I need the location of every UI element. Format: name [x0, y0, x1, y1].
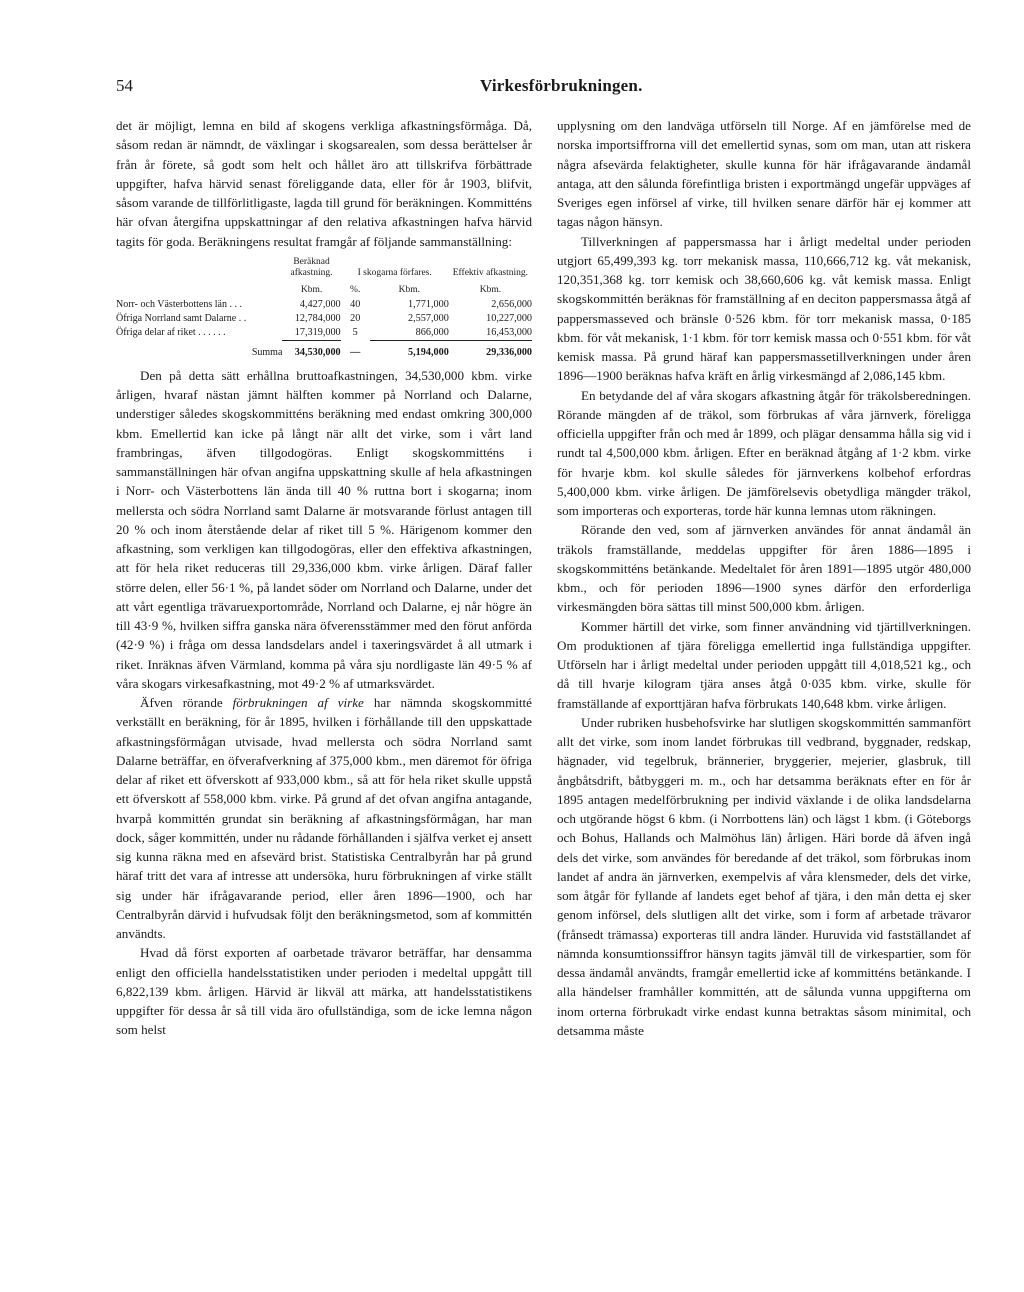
row-label: Öfriga delar af riket . . . . . . [116, 327, 226, 339]
table-units-row [116, 283, 532, 298]
table-header-row [116, 257, 532, 283]
running-title: Virkesförbrukningen. [480, 76, 643, 95]
right-paragraph-6: Under rubriken husbehofsvirke har slutligen skogskommittén sammanfört allt det virke, som inom landet förbrukas till vedbrand, byggnader, redskap, hägnader, vid tegelbruk, brännerier, bryggerier, mejerier, glasbruk, till ångbåtsdrift, båtbyggeri m. m., och har detsamma beräknats efter en för år 1895 antagen medelförbrukning per individ växlande i de olika landsdelarna och utgörande högst 6 kbm. (i Norrbottens län) och lägst 1 kbm. (i Göteborgs och Bohus, Hallands och Malmöhus län) årligen. Häri borde då äfven ingå dels det virke, som användes för beredande af det träkol, som förbrukas inom landet af andra än järnverken, exempelvis af våra klensmeder, dels det virke, som åtgår för fyllande af landets eget behof af tjära, i den mån detta ej sker genom införsel, dels slutligen allt det virke, som i form af arbetade trävaror (frånsedt trämassa) exporteras till andra länder. Huruvida vid fastställandet af nämnda konsumtionssiffror hänsyn tagits jämväl till de virkespartier, som för dessa ändamål användts, framgår emellertid icke af kommitténs betänkande. I alla händelser framhåller kommittén, att de sålunda vunna uppgifterna om inom orterna förbrukadt virke endast kunna betraktas såsom minimital, och detsamma måste [557, 714, 971, 1038]
right-paragraph-4: Rörande den ved, som af järnverken användes för annat ändamål än träkols framställande, meddelas uppgifter för åren 1886—1895 i skogskommitténs betänkande. Medeltalet för åren 1891—1895 utgör 480,000 kbm., och för perioden 1896—1900 synes därför den erforderliga virkesmängden böra sättas till minst 500,000 kbm. årligen. [557, 522, 971, 615]
right-paragraph-2: Tillverkningen af pappersmassa har i årligt medeltal under perioden utgjort 65,499,393 kg. torr mekanisk massa, 110,666,712 kg. våt mekanisk, 120,351,368 kg. torr kemisk och 38,660,606 kg. våt kemisk massa. Enligt skogskommittén beräknas för framställning af en deciton pappersmassa åtgå af pappersmasseved och bränsle 0·526 kbm. för torr mekanisk massa, 0·185 kbm. för våt mekanisk, 1·1 kbm. för torr kemisk massa och 0·551 kbm. för våt kemisk massa. På grund häraf kan pappersmassetillverkningen under åren 1896—1900 beräknas hafva kräft en årlig virkesmängd af 2,086,145 kbm. [557, 233, 971, 384]
text-span: har nämnda skogskommitté verkställt en beräkning, för år 1895, hvilken i förhållande till den uppskattade afkastningsförmågan utvisade, hvad mellersta och södra Norrland samt Dalarne beträffar, en öfverafverkning af 375,000 kbm., men däremot för öfriga delar af riket ett öfverskott af 933,000 kbm., så att för hela riket skulle uppstå ett öfverskott af 558,000 kbm. virke. På grund af det ofvan angifna antagande, hvarpå kommittén grundat sin beräkning af afkastningsförmågan, har man dock, såger kommittén, under nu rådande förhållanden i själfva verket ej ansett sig kunna räkna med en afsevärd brist. Statistiska Centralbyrån har på grund häraf tritt det vara af intresse att undersöka, huru förbrukningen af virke ställt sig under här ifrågavarande period, eller åren 1896—1900, och har Centralbyrån därvid i hufvudsak följt den beräkningsmetod, som af kommittén användts. [116, 695, 532, 941]
left-paragraph-4: Hvad då först exporten af oarbetade trävaror beträffar, har densamma enligt den officiella handelsstatistiken under perioden i medeltal uppgått till 6,822,139 kbm. årligen. Härvid är likväl att märka, att handelsstatistikens uppgifter för dessa år så till vida äro ofullständiga, som de icke lemna någon som helst [116, 945, 532, 1038]
column-header-effektiv: Effektiv afkastning. [452, 267, 529, 278]
cell-effektiv: 16,453,000 [449, 326, 532, 341]
cell-beraknad: 12,784,000 [294, 312, 341, 324]
unit-label: Kbm. [479, 284, 502, 295]
column-header-forfares: I skogarna förfares. [357, 267, 432, 278]
table-sum-row [116, 340, 532, 360]
left-paragraph-1: det är möjligt, lemna en bild af skogens verkliga afkastningsförmåga. Då, såsom redan är nämndt, de växlingar i skogsarealen, som dessa berättelser år från år förete, så godt som helt och hållet äro att tillskrifva förbättrade uppgifter, hafva härvid senast föreliggande data, eller för år 1903, blifvit, såsom varande de tillförlitligaste, lagda till grund för beräkningen. Kommitténs här ofvan återgifna uppskattningar af den relativa afkastningen hafva härvid tagits för goda. Beräkningens resultat framgår af följande sammanställning: [116, 118, 532, 249]
cell-percent: 20 [350, 312, 361, 324]
unit-label: %. [350, 284, 361, 295]
row-label: Norr- och Västerbottens län . . . [116, 298, 242, 310]
cell-percent: 5 [352, 327, 358, 339]
cell-forfares: 2,557,000 [408, 312, 449, 324]
column-header-beraknad: Beräknad afkastning. [290, 256, 333, 278]
right-column [557, 116, 971, 1040]
left-column [116, 116, 532, 1040]
right-paragraph-1: upplysning om den landväga utförseln till Norge. Af en jämförelse med de norska importsiffrorna vill det emellertid synas, som om man, utan att riskera några afsevärda felaktigheter, skulle kunna för här ifrågavarande ändamål antaga, att den sålunda förefintliga bristen i exportmängd ungefär uppväges af Sveriges egen införsel af virke, till hvilken senare därför här ej kommer att tagas någon hänsyn. [557, 118, 971, 230]
text-span: Äfven rörande [140, 695, 233, 710]
statistics-table [116, 257, 532, 360]
unit-label: Kbm. [398, 284, 420, 295]
emphasis-span: förbrukningen af virke [232, 695, 364, 710]
sum-beraknad: 34,530,000 [294, 346, 341, 358]
cell-percent: 40 [350, 298, 361, 310]
left-paragraph-3 [116, 693, 532, 943]
sum-effektiv: 29,336,000 [486, 346, 532, 358]
page-number: 54 [116, 76, 133, 95]
sum-forfares: 5,194,000 [408, 346, 449, 358]
sum-label: Summa [251, 346, 283, 358]
cell-forfares: 1,771,000 [408, 298, 449, 310]
page-header [116, 76, 908, 100]
cell-beraknad: 17,319,000 [282, 326, 340, 341]
cell-effektiv: 10,227,000 [486, 312, 532, 324]
table-row [116, 326, 532, 341]
row-label: Öfriga Norrland samt Dalarne . . [116, 312, 247, 324]
right-paragraph-5: Kommer härtill det virke, som finner användning vid tjärtillverkningen. Om produktionen af tjära föreligga emellertid inga fullständiga uppgifter. Utförseln har i årligt medeltal under perioden uppgått till 4,018,521 kg., och då till hvarje kilogram tjära anses åtgå 0·035 kbm. virke, skulle för framställande af exporttjäran hafva förbrukats 140,648 kbm. virke årligen. [557, 618, 971, 711]
sum-percent: — [350, 346, 361, 358]
table-row [116, 312, 532, 326]
table-row [116, 298, 532, 312]
left-paragraph-2: Den på detta sätt erhållna bruttoafkastningen, 34,530,000 kbm. virke årligen, hvaraf nästan jämnt hälften kommer på Norrland och Dalarne, understiger således skogskommitténs beräkning med endast omkring 300,000 kbm. Emellertid kan icke på långt när allt det virke, som i vårt land frambringas, äfven tillgodogöras. Enligt skogskommitténs i sammanställningen här ofvan angifna uppskattning skulle af hela afkastningen i Norr- och Västerbottens län ända till 40 % ruttna bort i skogarna; inom mellersta och södra Norrland samt Dalarne är motsvarande förlust antagen till 20 % och inom återstående delar af riket till 5 %. Härigenom kommer den afkastning, som verkligen kan tillgodogöras, eller den effektiva afkastningen, att för hela riket reduceras till 29,336,000 kbm. virke årligen. Däraf faller större delen, eller 56·1 %, på landet söder om Norrland och Dalarne, under det att vårt egentliga trävaruexportområde, Norrland och Dalarne, ej når högre än till 43·9 %, hvilken siffra ganska nära öfverensstämmer med den förut anförda (42·9 %) i fråga om dessa landsdelars andel i taxeringsvärdet å all utmark i riket. Inräknas äfven Värmland, komma på våra sju nordligaste län 49·5 % af våra skogars virkesafkastning, mot 49·2 % af utmarksvärdet. [116, 367, 532, 691]
unit-label: Kbm. [300, 284, 323, 295]
cell-beraknad: 4,427,000 [299, 298, 341, 310]
cell-forfares: 866,000 [370, 326, 449, 341]
right-paragraph-3: En betydande del af våra skogars afkastning åtgår för träkolsberedningen. Rörande mängden af de träkol, som förbrukas af våra järnverk, föreligga officiella uppgifter från och med år 1899, och plägar densamma hålla sig vid i rundt tal 4,500,000 kbm. årligen. Efter en beräknad åtgång af 1·2 kbm. virke för hvarje kbm. kol skulle således för järnverkens kolbehof erfordras 5,400,000 kbm. virke årligen. De jämförelsevis obetydliga mängder träkol, som importeras och exporteras, torde här kunna lemnas utom räkningen. [557, 387, 971, 518]
cell-effektiv: 2,656,000 [491, 298, 532, 310]
